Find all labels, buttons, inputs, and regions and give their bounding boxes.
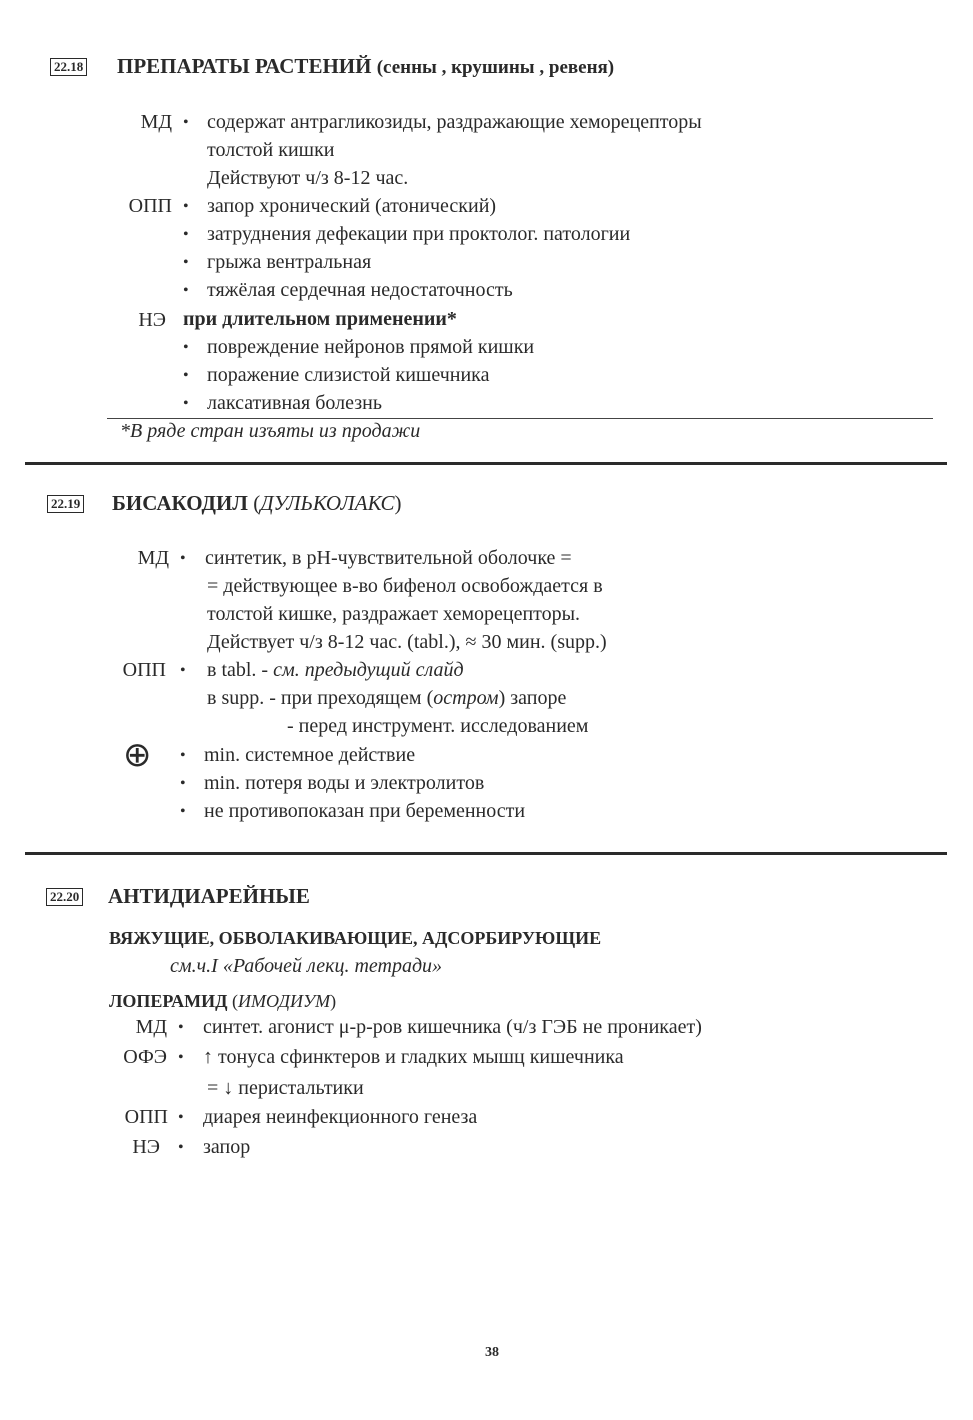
label-md: МД [137,547,169,569]
bullet: • [180,747,186,764]
label-opp: ОПП [128,195,172,217]
opp-text: в tabl. - [207,659,274,681]
bullet: • [183,114,189,131]
footnote: *В ряде стран изъяты из продажи [120,420,421,442]
bullet: • [178,1139,184,1156]
ofe-line-2: = ↓ перистальтики [207,1077,364,1099]
bullet: • [183,339,189,356]
opp-reference: см. предыдущий слайд [273,659,464,681]
opp-text: ) запоре [498,687,567,709]
bullet: • [180,662,186,679]
advantage-item: min. потеря воды и электролитов [204,772,485,794]
title-paren: ( [253,491,261,515]
label-opp: ОПП [124,1106,168,1128]
opp-line-2 [207,687,566,710]
label-md: МД [140,111,172,133]
md-line-3: толстой кишке, раздражает хеморецепторы. [207,603,581,625]
opp-item: запор хронический (атонический) [207,195,497,217]
md-line: синтет. агонист μ-р-ров кишечника (ч/з ГЭБ не проникает) [203,1016,702,1038]
drug-name: ЛОПЕРАМИД [109,991,228,1011]
opp-line-1 [207,659,464,682]
opp-text: в supp. - при преходящем ( [207,687,434,709]
bullet: • [183,226,189,243]
title-brand-name: ДУЛЬКОЛАКС [260,491,395,515]
md-line-4: Действует ч/з 8-12 час. (tabl.), ≈ 30 мин. (supp.) [207,631,607,653]
ne-line: запор [203,1136,251,1158]
ne-item: лаксативная болезнь [207,392,382,414]
section-divider [25,462,947,465]
md-line-2: = действующее в-во бифенол освобождается в [207,575,603,597]
title-main: ПРЕПАРАТЫ РАСТЕНИЙ [117,54,372,78]
section-title [112,491,402,516]
bullet: • [178,1019,184,1036]
opp-line-3: - перед инструмент. исследованием [287,715,589,737]
section-number-box: 22.20 [46,888,83,906]
bullet: • [183,254,189,271]
section-title: АНТИДИАРЕЙНЫЕ [108,884,310,908]
ne-item: повреждение нейронов прямой кишки [207,336,535,358]
footnote-divider [107,418,933,419]
advantage-item: min. системное действие [204,744,416,766]
subheading-astringents: ВЯЖУЩИЕ, ОБВОЛАКИВАЮЩИЕ, АДСОРБИРУЮЩИЕ [109,928,602,948]
plus-circle-icon: ⊕ [123,735,152,775]
subheading-reference: см.ч.I «Рабочей лекц. тетради» [170,955,443,977]
bullet: • [183,395,189,412]
label-ofe: ОФЭ [123,1046,167,1068]
bullet: • [183,282,189,299]
title-paren: ) [394,491,402,515]
section-title [117,54,614,79]
bullet: • [178,1109,184,1126]
title-subtitle: (сенны , крушины , ревеня) [376,57,615,78]
drug-paren: ( [227,991,238,1011]
advantage-item: не противопоказан при беременности [204,800,526,822]
bullet: • [183,367,189,384]
md-line-1: синтетик, в рН-чувствительной оболочке = [205,547,572,569]
ne-heading: при длительном применении* [183,308,457,330]
drug-paren: ) [330,991,337,1011]
label-opp: ОПП [122,659,166,681]
md-line-3: Действуют ч/з 8-12 час. [207,167,409,189]
label-ne: НЭ [132,1136,160,1158]
ofe-line-1: ↑ тонуса сфинктеров и гладких мышц кишечника [203,1046,624,1068]
page-number: 38 [485,1345,499,1360]
title-main: БИСАКОДИЛ [112,491,248,515]
md-line-2: толстой кишки [207,139,335,161]
opp-emphasis: остром [433,687,499,709]
ne-item: поражение слизистой кишечника [207,364,490,386]
bullet: • [183,198,189,215]
bullet: • [178,1049,184,1066]
opp-item: грыжа вентральная [207,251,372,273]
bullet: • [180,775,186,792]
bullet: • [180,550,186,567]
subheading-loperamide [109,991,336,1012]
section-number-box: 22.18 [50,58,87,76]
label-md: МД [135,1016,167,1038]
opp-item: тяжёлая сердечная недостаточность [207,279,513,301]
opp-item: затруднения дефекации при проктолог. патологии [207,223,631,245]
label-ne: НЭ [138,309,166,331]
bullet: • [180,803,186,820]
section-number-box: 22.19 [47,495,84,513]
md-line-1: содержат антрагликозиды, раздражающие хеморецепторы [207,111,702,133]
opp-line: диарея неинфекционного генеза [203,1106,478,1128]
drug-brand-name: ИМОДИУМ [238,991,331,1011]
section-divider [25,852,947,855]
